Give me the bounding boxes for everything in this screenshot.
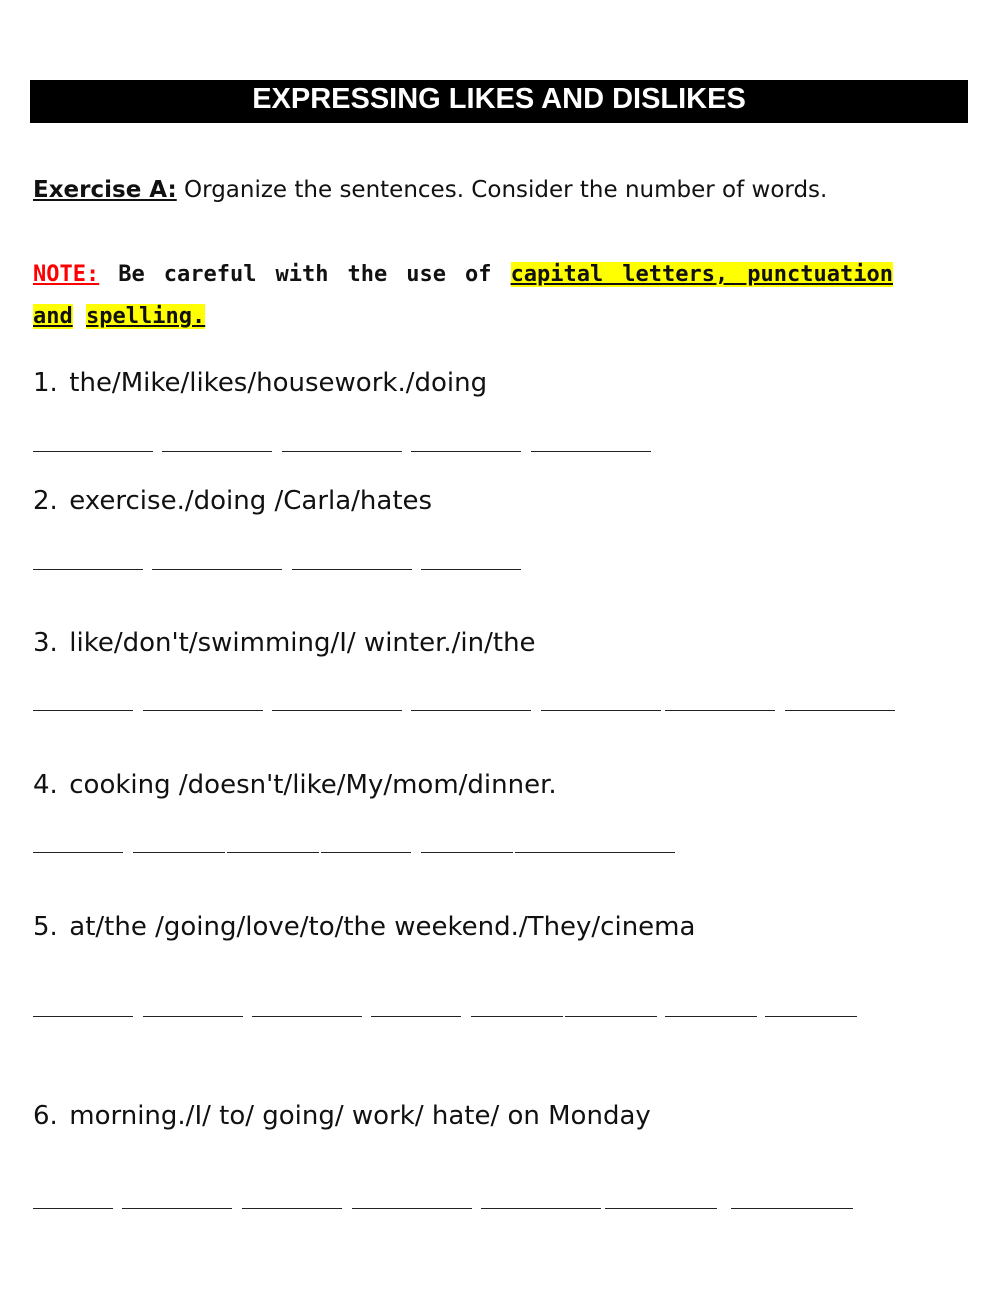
answer-blank[interactable] <box>122 1208 232 1209</box>
answer-blank[interactable] <box>33 710 133 711</box>
item-prompt: at/the /going/love/to/the weekend./They/cinema <box>69 912 696 942</box>
answer-blank[interactable] <box>33 1016 133 1017</box>
answer-blank[interactable] <box>541 710 661 711</box>
exercise-instruction <box>33 174 827 206</box>
item-number: 4. <box>33 770 58 800</box>
answer-blank[interactable] <box>785 710 895 711</box>
answer-blank[interactable] <box>33 569 143 570</box>
answer-blank[interactable] <box>33 1208 113 1209</box>
exercise-text: Organize the sentences. Consider the number of words. <box>176 177 828 203</box>
answer-blank[interactable] <box>282 451 402 452</box>
answer-blank[interactable] <box>162 451 272 452</box>
answer-blank[interactable] <box>352 1208 472 1209</box>
answer-blank[interactable] <box>421 569 521 570</box>
answer-blank[interactable] <box>565 1016 657 1017</box>
answer-blank[interactable] <box>731 1208 853 1209</box>
answer-blank[interactable] <box>227 852 319 853</box>
note-highlight-2: spelling. <box>86 304 206 329</box>
exercise-item-6 <box>33 1099 651 1133</box>
item-prompt: like/don't/swimming/I/ winter./in/the <box>69 628 536 658</box>
note-label: NOTE: <box>33 262 100 287</box>
item-prompt: cooking /doesn't/like/My/mom/dinner. <box>69 770 557 800</box>
item-number: 5. <box>33 912 58 942</box>
answer-blank[interactable] <box>152 569 282 570</box>
answer-blank[interactable] <box>292 569 412 570</box>
item-prompt: exercise./doing /Carla/hates <box>69 486 433 516</box>
answer-blank[interactable] <box>765 1016 857 1017</box>
item-number: 6. <box>33 1101 58 1131</box>
item-prompt: morning./I/ to/ going/ work/ hate/ on Monday <box>69 1101 651 1131</box>
item-number: 3. <box>33 628 58 658</box>
note-paragraph <box>33 254 893 338</box>
answer-blank[interactable] <box>33 852 123 853</box>
item-number: 2. <box>33 486 58 516</box>
answer-blank[interactable] <box>471 1016 563 1017</box>
answer-blank[interactable] <box>481 1208 601 1209</box>
exercise-item-3 <box>33 626 536 660</box>
worksheet-title: EXPRESSING LIKES AND DISLIKES <box>30 80 968 123</box>
answer-blank[interactable] <box>133 852 225 853</box>
answer-blank[interactable] <box>421 852 513 853</box>
note-highlight-1: capital letters, punctuation and <box>33 262 893 329</box>
answer-blank[interactable] <box>531 451 651 452</box>
answer-blank[interactable] <box>321 852 411 853</box>
exercise-item-4 <box>33 768 557 802</box>
answer-blank[interactable] <box>665 710 775 711</box>
item-prompt: the/Mike/likes/housework./doing <box>69 368 488 398</box>
answer-blank[interactable] <box>33 451 153 452</box>
exercise-label: Exercise A: <box>33 177 177 203</box>
exercise-item-1 <box>33 366 487 400</box>
answer-blank[interactable] <box>272 710 402 711</box>
answer-blank[interactable] <box>242 1208 342 1209</box>
answer-blank[interactable] <box>605 1208 717 1209</box>
answer-blank[interactable] <box>411 710 531 711</box>
exercise-item-2 <box>33 484 432 518</box>
answer-blank[interactable] <box>665 1016 757 1017</box>
exercise-item-5 <box>33 910 695 944</box>
answer-blank[interactable] <box>515 852 675 853</box>
answer-blank[interactable] <box>371 1016 461 1017</box>
answer-blank[interactable] <box>143 710 263 711</box>
note-text: Be careful with the use of <box>99 262 511 287</box>
answer-blank[interactable] <box>143 1016 243 1017</box>
item-number: 1. <box>33 368 58 398</box>
answer-blank[interactable] <box>252 1016 362 1017</box>
answer-blank[interactable] <box>411 451 521 452</box>
